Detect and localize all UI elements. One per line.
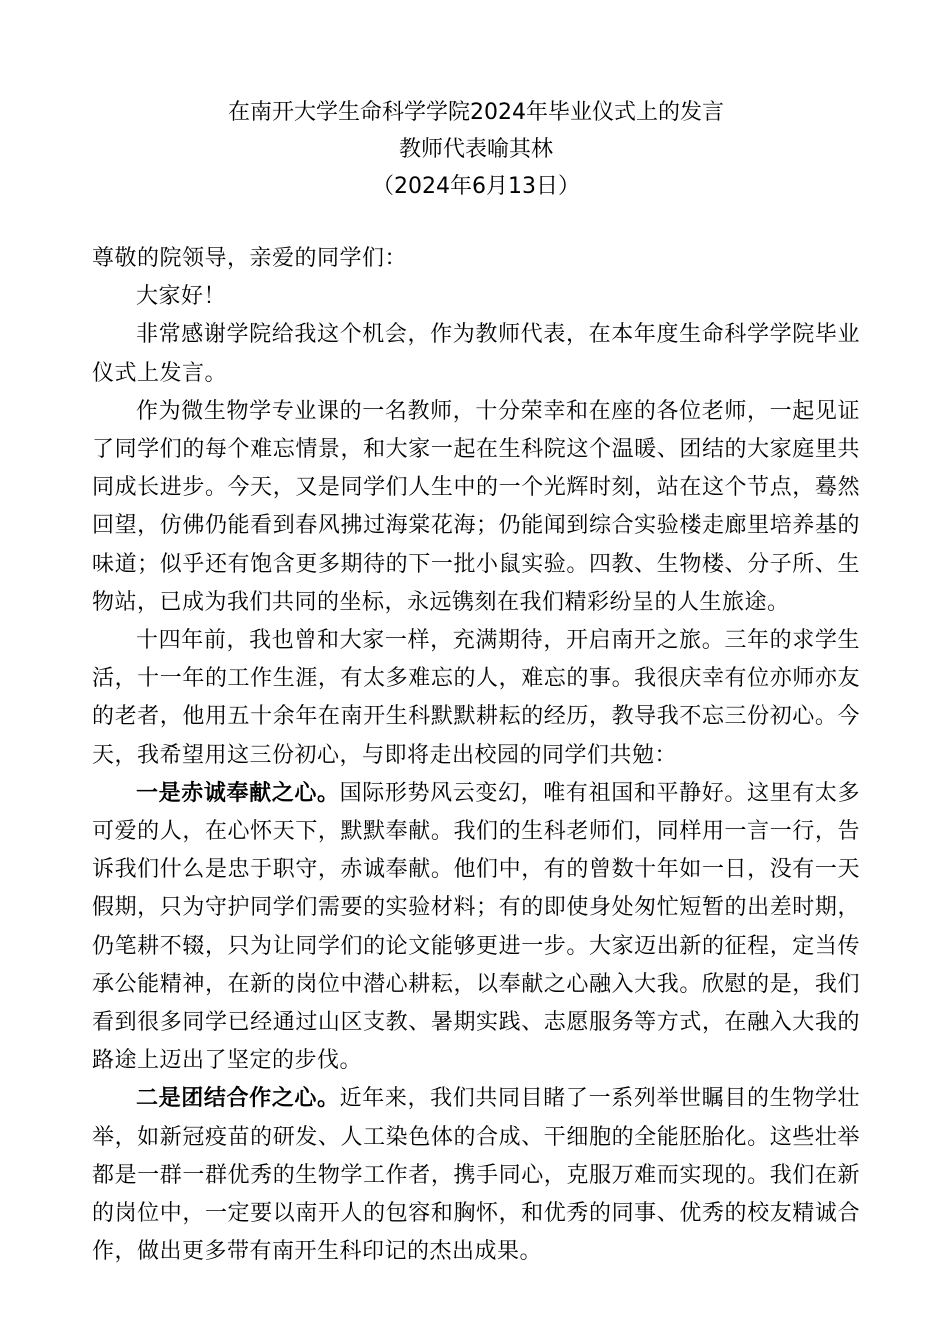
paragraph-cooperation	[92, 1080, 860, 1271]
paragraph-memories: 作为微生物学专业课的一名教师，十分荣幸和在座的各位老师，一起见证了同学们的每个难忘情景，和大家一起在生科院这个温暖、团结的大家庭里共同成长进步。今天，又是同学们人生中的一个光辉时刻，站在这个节点，蓦然回望，仿佛仍能看到春风拂过海棠花海；仍能闻到综合实验楼走廊里培养基的味道；似乎还有饱含更多期待的下一批小鼠实验。四教、生物楼、分子所、生物站，已成为我们共同的坐标，永远镌刻在我们精彩纷呈的人生旅途。	[92, 398, 860, 615]
dedication-heading: 一是赤诚奉献之心。	[136, 780, 340, 806]
paragraph-three-aspirations: 十四年前，我也曾和大家一样，充满期待，开启南开之旅。三年的求学生活，十一年的工作生涯，有太多难忘的人，难忘的事。我很庆幸有位亦师亦友的老者，他用五十余年在南开生科默默耕耘的经历，教导我不忘三份初心。今天，我希望用这三份初心，与即将走出校园的同学们共勉：	[92, 628, 860, 768]
speech-body	[92, 240, 860, 1271]
salutation: 尊敬的院领导，亲爱的同学们：	[92, 246, 408, 271]
title-block	[92, 94, 860, 205]
cooperation-heading: 二是团结合作之心。	[136, 1086, 340, 1112]
cooperation-text: 近年来，我们共同目睹了一系列举世瞩目的生物学壮举，如新冠疫苗的研发、人工染色体的合成、干细胞的全能胚胎化。这些壮举都是一群一群优秀的生物学工作者，携手同心，克服万难而实现的。我们在新的岗位中，一定要以南开人的包容和胸怀，和优秀的同事、优秀的校友精诚合作，做出更多带有南开生科印记的杰出成果。	[92, 1086, 860, 1265]
greeting-paragraph: 大家好！	[136, 284, 227, 310]
paragraph-dedication	[92, 775, 860, 1081]
paragraph-thanks: 非常感谢学院给我这个机会，作为教师代表，在本年度生命科学学院毕业仪式上发言。	[92, 322, 860, 386]
dedication-text: 国际形势风云变幻，唯有祖国和平静好。这里有太多可爱的人，在心怀天下，默默奉献。我们的生科老师们，同样用一言一行，告诉我们什么是忠于职守，赤诚奉献。他们中，有的曾数十年如一日，没有一天假期，只为守护同学们需要的实验材料；有的即使身处匆忙短暂的出差时期，仍笔耕不辍，只为让同学们的论文能够更进一步。大家迈出新的征程，定当传承公能精神，在新的岗位中潜心耕耘，以奉献之心融入大我。欣慰的是，我们看到很多同学已经通过山区支教、暑期实践、志愿服务等方式，在融入大我的路途上迈出了坚定的步伐。	[92, 780, 860, 1074]
speech-title: 在南开大学生命科学学院2024年毕业仪式上的发言	[228, 100, 724, 125]
speech-date: （2024年6月13日）	[372, 174, 580, 199]
speaker-line: 教师代表喻其林	[398, 137, 553, 162]
